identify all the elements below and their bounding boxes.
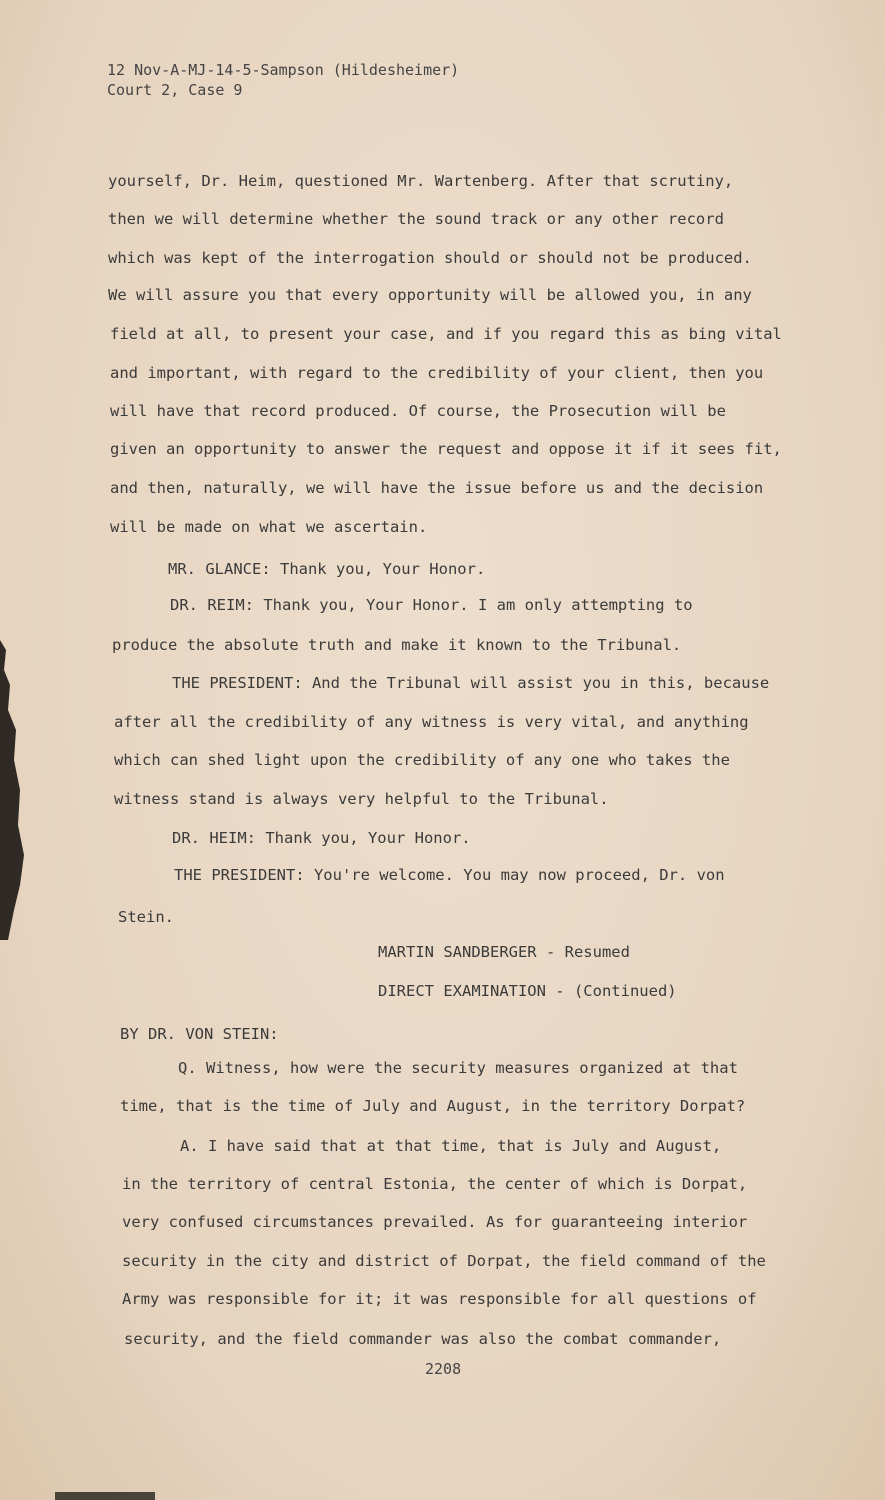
body-line: security, and the field commander was also the combat commander, [124,1330,722,1348]
body-line: witness stand is always very helpful to the Tribunal. [114,790,609,808]
bottom-ink-mark [55,1492,155,1500]
body-line: and then, naturally, we will have the issue before us and the decision [110,479,764,497]
body-line: after all the credibility of any witness is very vital, and anything [114,713,749,731]
question-line: Q. Witness, how were the security measures organized at that [178,1059,738,1077]
body-line: produce the absolute truth and make it known to the Tribunal. [112,636,682,654]
speaker-line-president: THE PRESIDENT: And the Tribunal will assist you in this, because [172,674,770,692]
body-line: then we will determine whether the sound track or any other record [108,210,724,228]
body-line: which was kept of the interrogation should or should not be produced. [108,249,752,267]
examination-heading: DIRECT EXAMINATION - (Continued) [378,982,677,1000]
header-line-2: Court 2, Case 9 [107,81,243,99]
header-line-1: 12 Nov-A-MJ-14-5-Sampson (Hildesheimer) [107,61,460,79]
body-line: Stein. [118,908,174,926]
examiner-heading: BY DR. VON STEIN: [120,1025,279,1043]
body-line: very confused circumstances prevailed. As for guaranteeing interior [122,1213,748,1231]
body-line: in the territory of central Estonia, the center of which is Dorpat, [122,1175,748,1193]
header [107,60,459,100]
body-line: which can shed light upon the credibility of any one who takes the [114,751,730,769]
answer-line: A. I have said that at that time, that is July and August, [180,1137,722,1155]
body-line: We will assure you that every opportunity will be allowed you, in any [108,286,752,304]
witness-heading: MARTIN SANDBERGER - Resumed [378,943,630,961]
body-line: security in the city and district of Dorpat, the field command of the [122,1252,766,1270]
speaker-line-heim: DR. HEIM: Thank you, Your Honor. [172,829,471,847]
body-line: yourself, Dr. Heim, questioned Mr. Wartenberg. After that scrutiny, [108,172,734,190]
body-line: field at all, to present your case, and if you regard this as bing vital [110,325,782,343]
torn-edge [0,640,34,940]
body-line: will have that record produced. Of course, the Prosecution will be [110,402,726,420]
body-line: Army was responsible for it; it was responsible for all questions of [122,1290,757,1308]
speaker-line-glance: MR. GLANCE: Thank you, Your Honor. [168,560,486,578]
page-number: 2208 [425,1360,462,1378]
body-line: time, that is the time of July and August, in the territory Dorpat? [120,1097,746,1115]
body-line: given an opportunity to answer the request and oppose it if it sees fit, [110,440,782,458]
speaker-line-president: THE PRESIDENT: You're welcome. You may now proceed, Dr. von [174,866,725,884]
speaker-line-heim: DR. REIM: Thank you, Your Honor. I am only attempting to [170,596,693,614]
body-line: will be made on what we ascertain. [110,518,428,536]
body-line: and important, with regard to the credibility of your client, then you [110,364,764,382]
